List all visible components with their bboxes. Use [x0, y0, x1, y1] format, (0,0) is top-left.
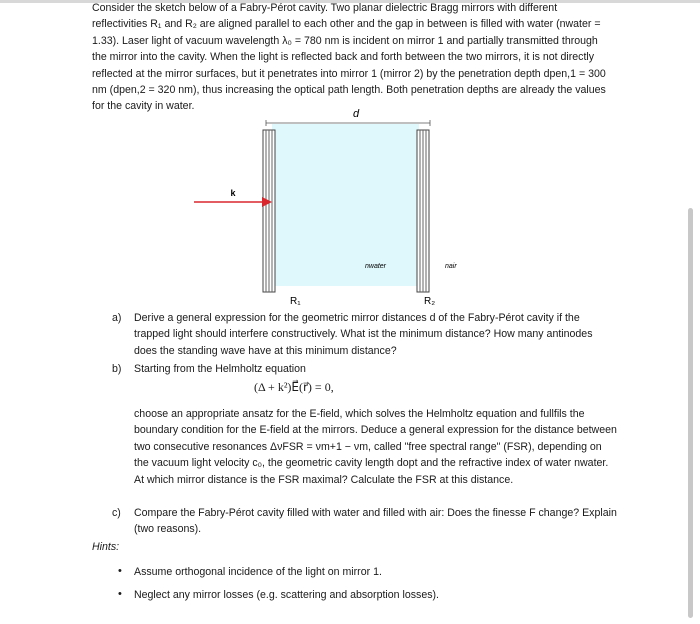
label-d: d	[352, 108, 360, 120]
label-r1: R₁	[290, 296, 301, 307]
question-a-text: Derive a general expression for the geometric mirror distances d of the Fabry-Pérot cavity if the trapped light should interfere constructively. What ist the minimum distance? How many antinodes does the standing wave have at this minimum distance?	[134, 312, 593, 357]
question-b-text: Starting from the Helmholtz equation	[134, 363, 306, 375]
hint-text: Assume orthogonal incidence of the light on mirror 1.	[134, 566, 382, 578]
label-n-water: nwater	[365, 263, 387, 270]
fabry-perot-sketch	[180, 108, 480, 308]
question-b-letter: b)	[112, 363, 122, 375]
intro-text: Consider the sketch below of a Fabry-Pérot cavity. Two planar dielectric Bragg mirrors with different reflectivities R₁ and R₂ are aligned parallel to each other and the gap in between is filled with water (nwater = 1.33). Laser light of vacuum wavelength λ₀ = 780 nm is incident on mirror 1 and partially transmitted through the mirror into the cavity. When the light is reflected back and forth between the two mirrors, it is not directly reflected at the mirror surfaces, but it penetrates into mirror 1 (mirror 2) by the penetration depth dpen,1 = 300 nm (dpen,2 = 320 nm), thus increasing the optical path length. Both penetration depths are already the values for the cavity in water.	[92, 2, 606, 113]
label-k: k	[230, 188, 236, 198]
question-c-letter: c)	[112, 507, 121, 519]
hint-item	[118, 589, 439, 601]
question-c	[112, 505, 617, 538]
cavity-region	[272, 124, 419, 286]
question-c-text: Compare the Fabry-Pérot cavity filled with water and filled with air: Does the finesse F change? Explain (two reasons).	[134, 507, 617, 536]
bullet-icon: •	[118, 565, 122, 577]
question-a	[112, 310, 617, 359]
mirror-1	[263, 130, 275, 292]
question-b-continuation	[112, 406, 617, 488]
bullet-icon: •	[118, 588, 122, 600]
helmholtz-equation: (Δ + k²)E⃗(r⃗) = 0,	[254, 380, 334, 394]
label-n-air: nair	[445, 263, 457, 270]
intro-paragraph	[92, 0, 612, 115]
question-b-body: choose an appropriate ansatz for the E-field, which solves the Helmholtz equation and fullfils the boundary condition for the E-field at the mirrors. Deduce a general expression for the distance between two consecutive resonances ΔνFSR = νm+1 − νm, called "free spectral range" (FSR), depending on the vacuum light velocity c₀, the geometric cavity length dopt and the refractive index of water nwater. At which mirror distance is the FSR maximal? Calculate the FSR at this distance.	[134, 408, 617, 486]
label-r2: R₂	[424, 296, 436, 307]
hint-item	[118, 566, 382, 578]
mirror-2	[417, 130, 429, 292]
question-a-letter: a)	[112, 312, 122, 324]
hints-title: Hints:	[92, 541, 120, 553]
hint-text: Neglect any mirror losses (e.g. scattering and absorption losses).	[134, 589, 439, 601]
question-b	[112, 361, 617, 377]
vertical-scrollbar[interactable]	[688, 208, 693, 618]
